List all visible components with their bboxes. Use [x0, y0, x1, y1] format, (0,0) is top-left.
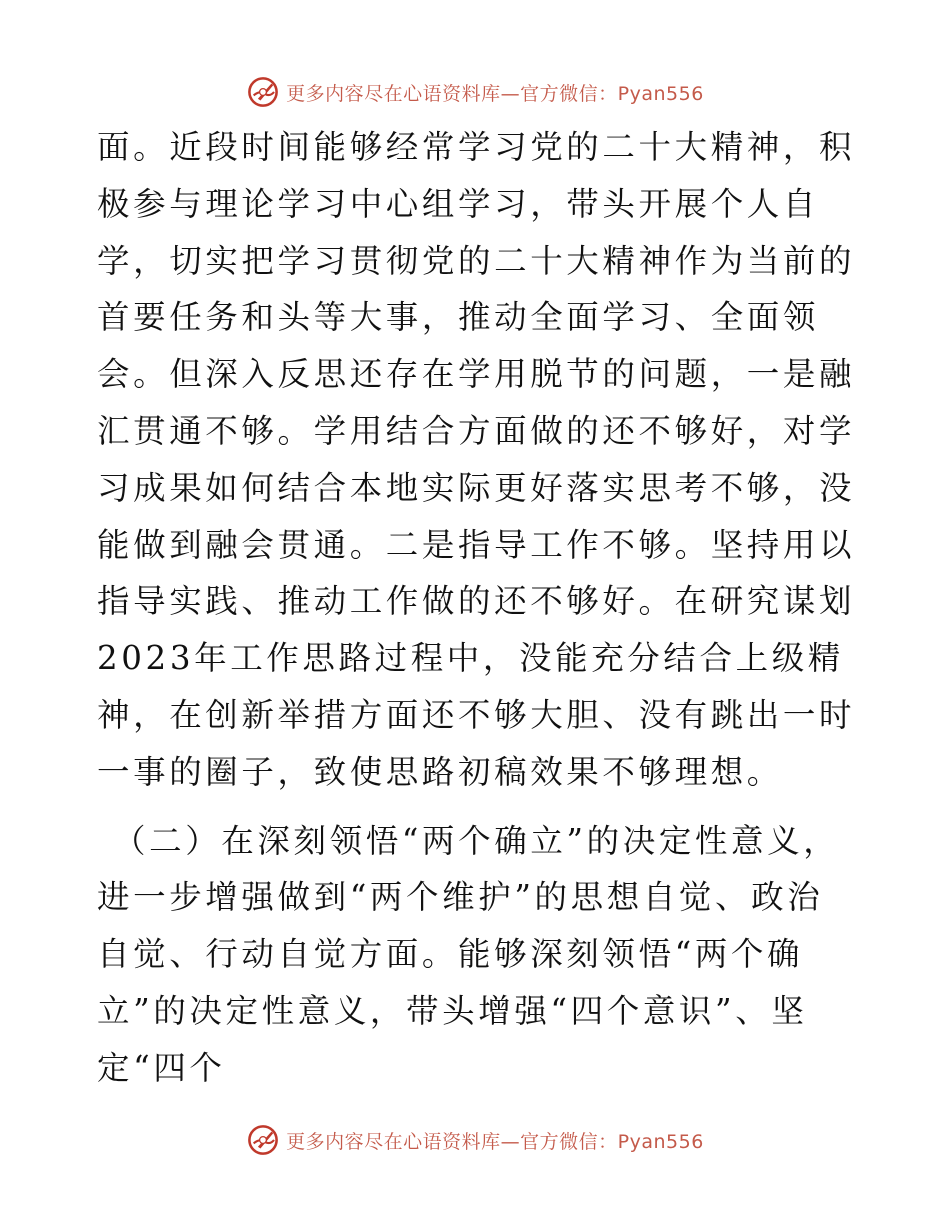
header-banner-text: 更多内容尽在心语资料库—官方微信：Pyan556 — [286, 82, 704, 105]
footer-banner-text: 更多内容尽在心语资料库—官方微信：Pyan556 — [286, 1130, 704, 1153]
footer-banner — [0, 1120, 950, 1160]
body-paragraph: 面。近段时间能够经常学习党的二十大精神，积极参与理论学习中心组学习，带头开展个人自学，切实把学习贯彻党的二十大精神作为当前的首要任务和头等大事，推动全面学习、全面领会。但深入反思还存在学用脱节的问题，一是融汇贯通不够。学用结合方面做的还不够好，对学习成果如何结合本地实际更好落实思考不够，没能做到融会贯通。二是指导工作不够。坚持用以指导实践、推动工作做的还不够好。在研究谋划2023年工作思路过程中，没能充分结合上级精神，在创新举措方面还不够大胆、没有跳出一时一事的圈子，致使思路初稿效果不够理想。 — [97, 128, 856, 791]
body-paragraph: （二）在深刻领悟“两个确立”的决定性意义，进一步增强做到“两个维护”的思想自觉、政治自觉、行动自觉方面。能够深刻领悟“两个确立”的决定性意义，带头增强“四个意识”、坚定“四个 — [97, 821, 840, 1087]
header-banner — [0, 72, 950, 112]
book-quill-icon — [246, 75, 280, 109]
document-body — [97, 119, 857, 1097]
book-quill-icon — [246, 1123, 280, 1157]
